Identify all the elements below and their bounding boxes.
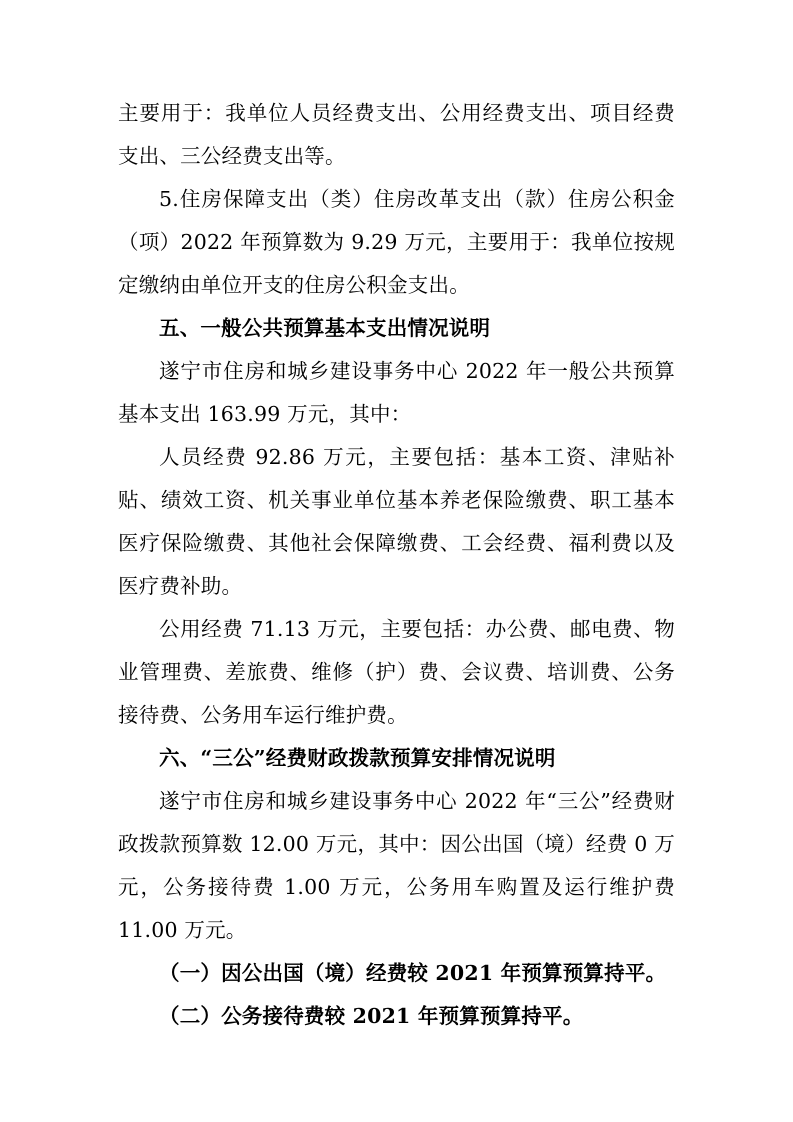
section-heading: 五、一般公共预算基本支出情况说明 (159, 316, 491, 340)
document-body (118, 92, 675, 1038)
paragraph: 人员经费 92.86 万元，主要包括：基本工资、津贴补贴、绩效工资、机关事业单位基本养老保险缴费、职工基本医疗保险缴费、其他社会保障缴费、工会经费、福利费以及医疗费补助。 (118, 445, 675, 598)
paragraph: 遂宁市住房和城乡建设事务中心 2022 年一般公共预算基本支出 163.99 万元，其中： (118, 359, 675, 426)
paragraph: 主要用于：我单位人员经费支出、公用经费支出、项目经费支出、三公经费支出等。 (118, 101, 675, 168)
subsection-heading: （二）公务接待费较 2021 年预算预算持平。 (159, 1004, 584, 1028)
paragraph: 遂宁市住房和城乡建设事务中心 2022 年“三公”经费财政拨款预算数 12.00 万元，其中：因公出国（境）经费 0 万元，公务接待费 1.00 万元，公务用车购置及运行维护费 11.00 万元。 (118, 789, 675, 942)
paragraph: 5.住房保障支出（类）住房改革支出（款）住房公积金（项）2022 年预算数为 9.29 万元，主要用于：我单位按规定缴纳由单位开支的住房公积金支出。 (118, 187, 675, 297)
section-heading: 六、“三公”经费财政拨款预算安排情况说明 (159, 746, 556, 770)
subsection-heading: （一）因公出国（境）经费较 2021 年预算预算持平。 (159, 961, 667, 985)
paragraph: 公用经费 71.13 万元，主要包括：办公费、邮电费、物业管理费、差旅费、维修（护）费、会议费、培训费、公务接待费、公务用车运行维护费。 (118, 617, 675, 727)
